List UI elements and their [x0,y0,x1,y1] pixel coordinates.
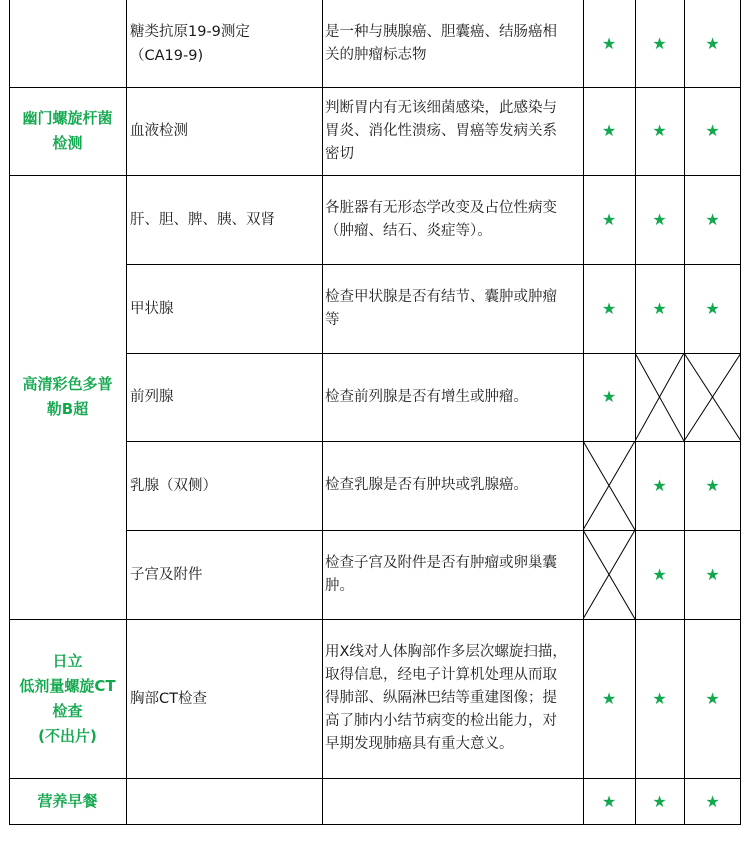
item-cell [126,778,322,825]
item-line: （CA19-9) [130,47,204,64]
star-icon: ★ [601,688,617,708]
package-mark-cell [684,264,741,353]
star-icon: ★ [601,33,617,53]
category-line: 低剂量螺旋CT [19,676,116,695]
package-mark-cell [684,530,741,619]
category-line: 幽门螺旋杆菌 [22,109,113,127]
category-cell-h-pylori [9,87,126,175]
category-line: 勒B超 [46,400,89,418]
description-text: 用X线对人体胸部作多层次螺旋扫描，取得信息，经电子计算机处理从而取得肺部、纵隔淋巴结等重建图像；提高了肺内小结节病变的检出能力，对早期发现肺癌具有重大意义。 [325,644,567,752]
category-cell-ultrasound [9,175,126,619]
star-icon: ★ [705,688,720,708]
package-mark-cell [635,619,684,778]
description-text: 检查子宫及附件是否有肿瘤或卵巢囊肿。 [325,554,557,594]
star-icon: ★ [652,564,667,584]
description-cell [322,619,583,778]
item-line: 前列腺 [130,389,174,405]
item-line: 子宫及附件 [130,566,203,583]
package-mark-cell [583,619,635,778]
category-cell-ct [9,619,126,778]
description-cell [322,441,583,530]
star-icon: ★ [601,387,617,406]
item-line: 胸部CT检查 [130,690,207,707]
not-included-cross-icon [583,530,635,619]
package-mark-cell [635,441,684,530]
item-cell [126,530,322,619]
package-mark-cell [583,778,635,825]
star-icon: ★ [705,298,720,318]
description-cell [322,0,583,87]
table-border-line [684,0,685,825]
description-cell [322,353,583,441]
table-border-line [126,353,741,354]
package-mark-cell [635,175,684,264]
star-icon: ★ [601,791,617,811]
description-text: 检查甲状腺是否有结节、囊肿或肿瘤等 [325,288,557,328]
star-icon: ★ [705,121,720,140]
package-mark-cell [635,778,684,825]
description-cell [322,530,583,619]
item-line: 糖类抗原19-9测定 [130,23,250,40]
star-icon: ★ [652,688,667,708]
category-line: (不出片) [38,726,97,745]
package-mark-cell [684,778,741,825]
table-border-line [126,264,741,265]
package-mark-cell [583,264,635,353]
item-line: 肝、胆、脾、胰、双肾 [130,211,275,228]
package-mark-cell [684,619,741,778]
table-border-line [583,0,584,825]
package-mark-cell [583,87,635,175]
category-cell-blank [9,0,126,87]
star-icon: ★ [601,298,617,318]
star-icon: ★ [601,209,617,229]
star-icon: ★ [705,791,720,811]
not-included-cross-icon [583,441,635,530]
star-icon: ★ [601,121,617,140]
package-mark-cell [583,530,635,619]
description-cell [322,264,583,353]
star-icon: ★ [652,121,667,140]
description-cell [322,175,583,264]
package-mark-cell [635,87,684,175]
table-border-line [9,175,741,176]
item-cell [126,175,322,264]
item-cell [126,264,322,353]
table-border-line [9,87,741,88]
star-icon: ★ [652,791,667,811]
star-icon: ★ [652,475,667,495]
category-line: 高清彩色多普 [22,375,113,393]
description-text: 各脏器有无形态学改变及占位性病变（肿瘤、结石、炎症等）。 [325,199,557,239]
not-included-cross-icon [684,353,741,441]
description-text: 检查乳腺是否有肿块或乳腺癌。 [325,477,528,493]
description-cell [322,778,583,825]
star-icon: ★ [705,33,720,53]
not-included-cross-icon [635,353,684,441]
checkup-package-table [9,0,741,825]
star-icon: ★ [652,209,667,229]
description-text: 判断胃内有无该细菌感染，此感染与胃炎、消化性溃疡、胃癌等发病关系密切 [325,99,557,162]
item-cell [126,619,322,778]
package-mark-cell [583,0,635,87]
category-line: 检测 [52,134,83,152]
category-line: 营养早餐 [37,792,98,810]
item-cell [126,87,322,175]
item-line: 乳腺（双侧） [130,477,217,494]
category-line: 检查 [52,701,83,720]
package-mark-cell [635,264,684,353]
package-mark-cell [684,175,741,264]
description-cell [322,87,583,175]
star-icon: ★ [705,564,720,584]
table-border-line [9,0,10,825]
table-border-line [9,619,741,620]
star-icon: ★ [652,298,667,318]
item-cell [126,353,322,441]
package-mark-cell [684,441,741,530]
item-line: 血液检测 [130,123,188,139]
package-mark-cell [583,175,635,264]
item-line: 甲状腺 [130,300,174,317]
table-border-line [9,824,741,825]
star-icon: ★ [652,33,667,53]
package-mark-cell [684,0,741,87]
star-icon: ★ [705,475,720,495]
package-mark-cell [583,441,635,530]
table-border-line [740,0,741,825]
table-border-line [9,778,741,779]
package-mark-cell [583,353,635,441]
item-cell [126,0,322,87]
category-cell-breakfast [9,778,126,825]
table-border-line [126,441,741,442]
description-text: 是一种与胰腺癌、胆囊癌、结肠癌相关的肿瘤标志物 [325,23,557,63]
table-border-line [126,0,127,825]
package-mark-cell [635,353,684,441]
package-mark-cell [635,530,684,619]
item-cell [126,441,322,530]
description-text: 检查前列腺是否有增生或肿瘤。 [325,388,528,405]
table-border-line [635,0,636,825]
package-mark-cell [684,353,741,441]
table-border-line [322,0,323,825]
package-mark-cell [684,87,741,175]
package-mark-cell [635,0,684,87]
category-line: 日立 [52,651,83,670]
star-icon: ★ [705,209,720,229]
table-border-line [126,530,741,531]
